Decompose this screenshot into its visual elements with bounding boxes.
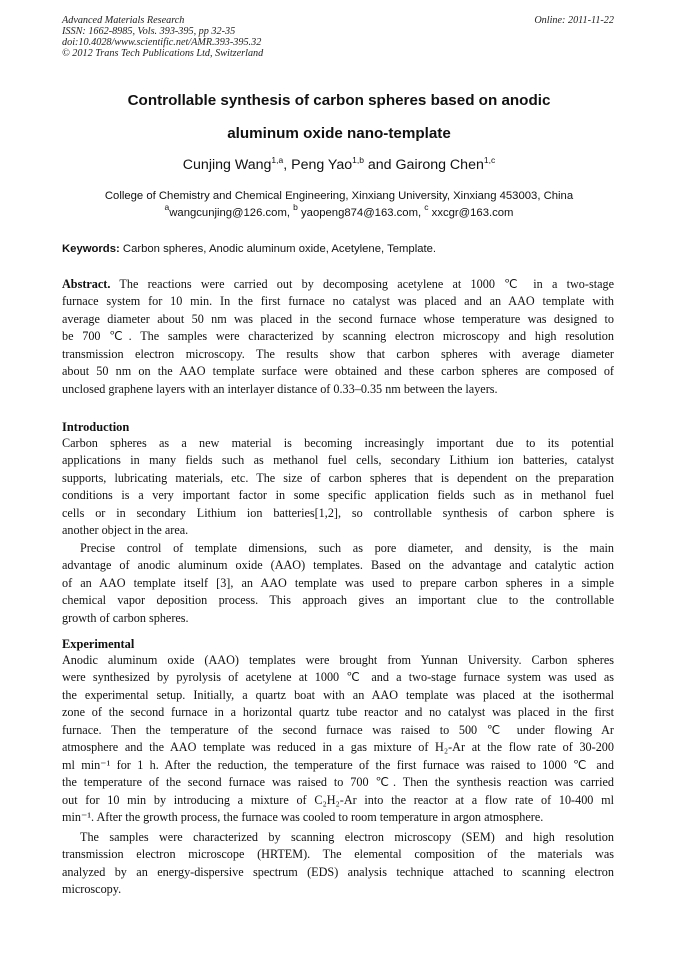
text-line: Carbon spheres as a new material is becoming increasingly important due to its potential — [62, 436, 614, 450]
issn-line: ISSN: 1662-8985, Vols. 393-395, pp 32-35 — [62, 26, 236, 37]
author-emails — [62, 202, 616, 219]
online-date: Online: 2011-11-22 — [534, 15, 614, 26]
author-separator: , — [283, 157, 292, 173]
author-separator: and — [363, 157, 396, 173]
text-line: min⁻¹. After the growth process, the furnace was cooled to room temperature in argon atmosphere. — [62, 810, 544, 825]
introduction-paragraph-2 — [62, 540, 614, 627]
text-line: Anodic aluminum oxide (AAO) templates were brought from Yunnan University. Carbon spheres — [62, 653, 614, 667]
doi-line: doi:10.4028/www.scientific.net/AMR.393-395.32 — [62, 37, 262, 48]
text-line: analyzed by an energy-dispersive spectrum (EDS) analysis technique attached to scanning electron — [62, 864, 614, 879]
author-name: Peng Yao — [291, 157, 353, 173]
journal-name: Advanced Materials Research — [62, 15, 185, 26]
text-line: microscopy. — [62, 882, 122, 897]
abstract-line: average diameter about 50 nm was placed in the second furnace whose temperature was designed to — [62, 311, 614, 326]
email-mark: a — [164, 202, 170, 212]
keywords-label: Keywords: — [62, 243, 120, 255]
text-line: furnace. Then the temperature of the second furnace was raised to 500 ℃ under flowing Ar — [62, 722, 614, 737]
text-line: were synthesized by pyrolysis of acetylene at 1000 ℃ and a two-stage furnace system was used as — [62, 670, 614, 685]
email-address: xxcgr@163.com — [428, 207, 514, 219]
author-affiliation-mark: 1,a — [271, 155, 284, 165]
introduction-heading: Introduction — [62, 420, 130, 434]
abstract-line: transmission electron microscopy. The results show that carbon spheres with average diameter — [62, 346, 614, 361]
text-line: growth of carbon spheres. — [62, 610, 189, 625]
text-line: transmission electron microscope (HRTEM). The elemental composition of the materials was — [62, 847, 614, 862]
text-line: supports, lubricating materials, etc. The size of carbon spheres that is dependent on the preparation — [62, 470, 614, 485]
copyright-line: © 2012 Trans Tech Publications Ltd, Switzerland — [62, 48, 264, 59]
abstract-paragraph — [62, 276, 614, 398]
text-line: another object in the area. — [62, 523, 189, 538]
title-line-2: aluminum oxide nano-template — [227, 125, 451, 142]
introduction-paragraph-1 — [62, 435, 614, 540]
email-mark: b — [293, 202, 298, 212]
affiliation: College of Chemistry and Chemical Engineering, Xinxiang University, Xinxiang 453003, China — [104, 190, 574, 202]
text-line: out for 10 min by introducing a mixture of C₂H₂-Ar into the reactor at a flow rate of 10-400 ml — [62, 792, 614, 807]
author-name: Gairong Chen — [395, 157, 484, 173]
title-line-1: Controllable synthesis of carbon spheres based on anodic — [127, 92, 551, 109]
author-affiliation-mark: 1,b — [352, 155, 364, 165]
text-line: zone of the second furnace in a horizontal quartz tube reactor and no catalyst was placed in the first — [62, 705, 614, 720]
author-list — [62, 157, 616, 173]
abstract-text: The reactions were carried out by decomposing acetylene at 1000 ℃ in a two-stage — [110, 277, 614, 291]
text-line: cells or in secondary Lithium ion batteries[1,2], so controllable synthesis of carbon sphere is — [62, 505, 614, 520]
abstract-line: furnace system for 10 min. In the first furnace no catalyst was placed and an AAO template with — [62, 294, 614, 309]
text-line: ml min⁻¹ for 1 h. After the reduction, the temperature of the first furnace was raised to 1000 ℃ and — [62, 757, 614, 772]
experimental-paragraph-2 — [62, 829, 614, 899]
text-line: conditions is a very important factor in some specific application fields such as in methanol fuel — [62, 488, 614, 503]
text-line: the experimental setup. Initially, a quartz boat with an AAO template was placed at the isothermal — [62, 687, 614, 702]
text-line: Precise control of template dimensions, such as pore diameter, and density, is the main — [80, 541, 614, 555]
abstract-line: unclosed graphene layers with an interlayer distance of 0.33–0.35 nm between the layers. — [62, 381, 498, 396]
text-line: of an AAO template itself [3], an AAO template was used to prepare carbon spheres in a simple — [62, 575, 614, 590]
abstract-line: about 50 nm on the AAO template surface were obtained and these carbon spheres are composed of — [62, 364, 614, 379]
text-line: The samples were characterized by scanning electron microscopy (SEM) and high resolution — [80, 830, 614, 844]
abstract-line: be 700 ℃. The samples were characterized by scanning electron microscopy and high resolution — [62, 329, 614, 344]
email-mark: c — [424, 202, 429, 212]
text-line: advantage of anodic aluminum oxide (AAO) templates. Based on the advantage and catalytic action — [62, 558, 614, 573]
keywords-text: Carbon spheres, Anodic aluminum oxide, Acetylene, Template. — [119, 243, 437, 255]
journal-meta — [62, 15, 263, 59]
text-line: chemical vapor deposition process. This approach gives an important clue to the controllable — [62, 593, 614, 608]
text-line: atmosphere and the AAO template was reduced in a gas mixture of H₂-Ar at the flow rate of 30-200 — [62, 740, 614, 755]
email-address: yaopeng874@163.com, — [297, 207, 425, 219]
email-address: wangcunjing@126.com, — [169, 207, 294, 219]
author-name: Cunjing Wang — [182, 157, 272, 173]
keywords — [62, 243, 436, 255]
abstract-label: Abstract. — [62, 277, 111, 291]
experimental-paragraph-1 — [62, 652, 614, 827]
author-affiliation-mark: 1,c — [483, 155, 496, 165]
text-line: applications in many fields such as methanol fuel cells, secondary Lithium ion batteries, catalyst — [62, 453, 614, 468]
abstract-line — [62, 276, 614, 293]
experimental-heading: Experimental — [62, 637, 135, 651]
text-line: the temperature of the second furnace was raised to 700 ℃. Then the synthesis reaction was carried — [62, 775, 614, 790]
